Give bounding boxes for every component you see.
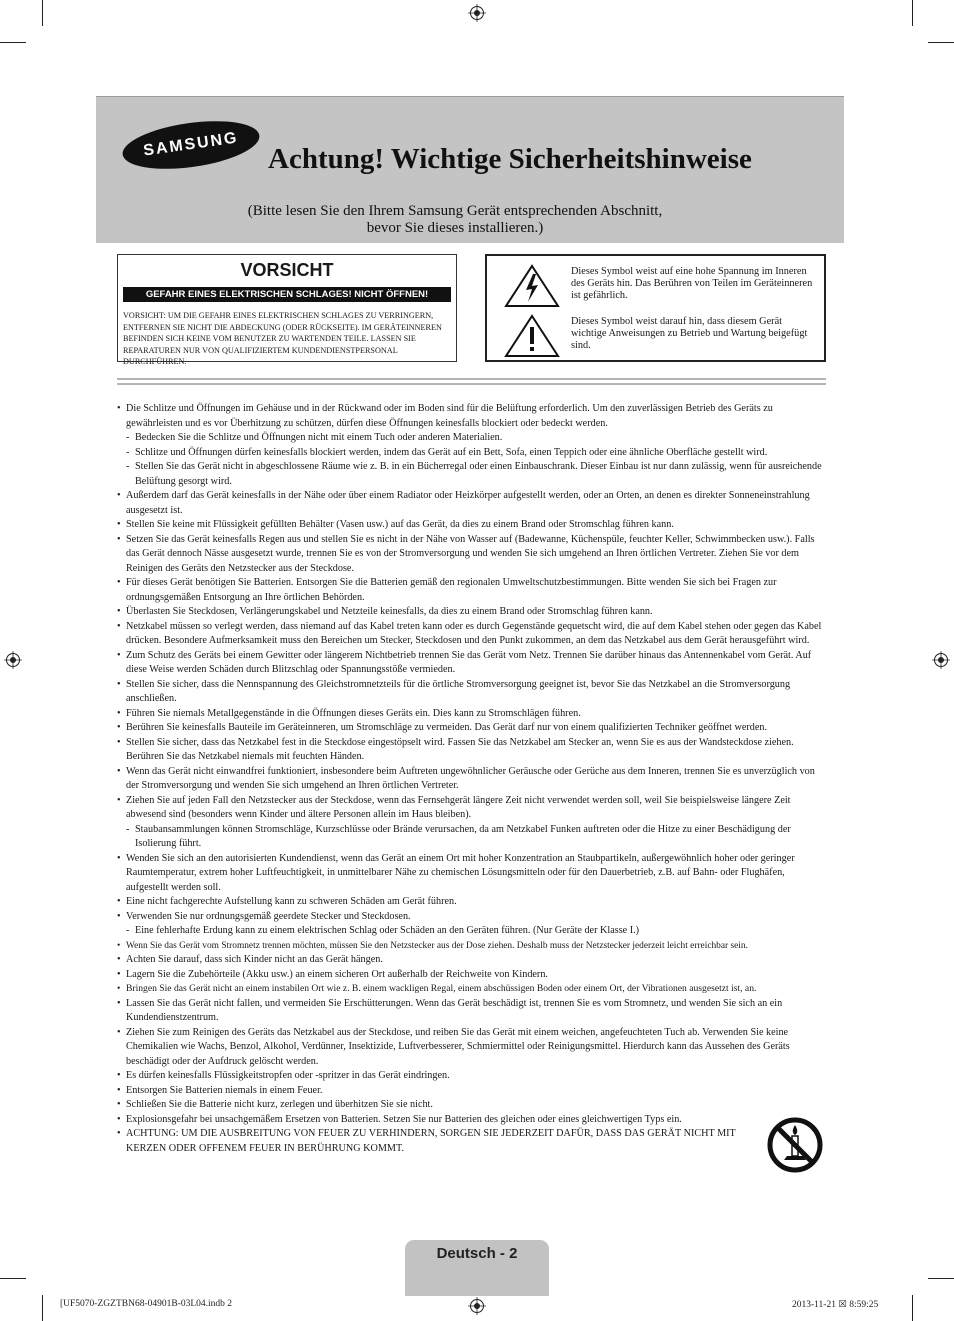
list-item: • Stellen Sie sicher, dass das Netzkabel fest in die Steckdose eingestöpselt wird. Fassen Sie das Netzkabel am Stecker an, wenn Sie es aus der Wandsteckdose ziehen. Berühren Sie das Netzkabel niemals mit feuchten Händen. bbox=[117, 736, 794, 762]
symbol-text-voltage: Dieses Symbol weist auf eine hohe Spannung im Inneren des Geräts hin. Das Berühren von Teilen im Geräteinneren ist gefährlich. bbox=[571, 266, 813, 301]
sub-item: - Eine fehlerhafte Erdung kann zu einem elektrischen Schlag oder Schäden an den Geräten führen. (Nur Geräte der Klasse I.) bbox=[126, 925, 640, 936]
list-item: • Berühren Sie keinesfalls Bauteile im Geräteinneren, um Stromschläge zu vermeiden. Das Gerät darf nur von einem qualifizierten Techniker geöffnet werden. bbox=[117, 722, 768, 733]
samsung-logo bbox=[120, 114, 263, 177]
list-item: • Zum Schutz des Geräts bei einem Gewitter oder längerem Nichtbetrieb trennen Sie das Gerät vom Netz. Trennen Sie darüber hinaus das Antennenkabel vom Gerät. Auf diese Weise werden Schäden durch Blitzschlag oder Spannungsstöße vermieden. bbox=[117, 649, 812, 675]
logo-text: SAMSUNG bbox=[142, 129, 240, 160]
subtitle-line-2: bevor Sie dieses installieren.) bbox=[366, 220, 544, 236]
list-item: • ACHTUNG: UM DIE AUSBREITUNG VON FEUER ZU VERHINDERN, SORGEN SIE JEDERZEIT DAFÜR, DASS DAS GERÄT NICHT MIT KERZEN ODER OFFENEM FEUER IN BERÜHRUNG KOMMT. bbox=[117, 1128, 736, 1154]
list-item: • Lassen Sie das Gerät nicht fallen, und vermeiden Sie Erschütterungen. Wenn das Gerät beschädigt ist, trennen Sie es vom Stromnetz, und wenden Sie sich an ein Kundendienstzentrum. bbox=[117, 997, 783, 1023]
crop-mark bbox=[928, 1278, 954, 1279]
sub-item: - Bedecken Sie die Schlitze und Öffnungen nicht mit einem Tuch oder anderen Materialien. bbox=[126, 432, 503, 443]
header-band bbox=[96, 96, 844, 243]
crop-mark bbox=[42, 0, 43, 26]
list-item: • Ziehen Sie auf jeden Fall den Netzstecker aus der Steckdose, wenn das Fernsehgerät längere Zeit nicht verwendet werden soll, weil Sie beispielsweise längere Zeit abwesend sind (besonders wenn Kinder und ältere Personen allein im Haus bleiben). bbox=[117, 794, 791, 820]
page-subtitle bbox=[96, 203, 814, 237]
print-slug-file: [UF5070-ZGZTBN68-04901B-03L04.indb 2 bbox=[60, 1299, 233, 1309]
list-item: • Lagern Sie die Zubehörteile (Akku usw.) an einem sicheren Ort außerhalb der Reichweite von Kindern. bbox=[117, 968, 548, 980]
list-item: • Die Schlitze und Öffnungen im Gehäuse und in der Rückwand oder im Boden sind für die Belüftung erforderlich. Um den zuverlässigen Betrieb des Geräts zu gewährleisten und es vor Überhitzung zu schützen, dürfen diese Öffnungen keinesfalls blockiert oder bedeckt werden. bbox=[117, 403, 773, 429]
lightning-warning-icon bbox=[504, 264, 560, 308]
registration-mark-icon bbox=[4, 651, 22, 669]
symbols-box bbox=[485, 254, 826, 362]
exclamation-warning-icon bbox=[504, 314, 560, 358]
list-item: • Achten Sie darauf, dass sich Kinder nicht an das Gerät hängen. bbox=[117, 954, 383, 965]
list-item: • Schließen Sie die Batterie nicht kurz, zerlegen und überhitzen Sie sie nicht. bbox=[117, 1099, 433, 1110]
safety-list bbox=[117, 402, 827, 1156]
list-item: • Setzen Sie das Gerät keinesfalls Regen aus und stellen Sie es nicht in der Nähe von Wasser auf (Badewanne, Küchenspüle, feuchter Keller, Schwimmbecken usw.). Falls das Gerät dennoch Nässe ausgesetzt wurde, trennen Sie es von der Stromversorgung und wenden Sie sich umgehend an Ihren örtlichen Vertreter. Ziehen Sie vor dem Reinigen des Geräts den Netzstecker aus der Steckdose. bbox=[117, 533, 815, 574]
list-item: • Explosionsgefahr bei unsachgemäßem Ersetzen von Batterien. Setzen Sie nur Batterien des gleichen oder eines gleichwertigen Typs ein. bbox=[117, 1113, 682, 1125]
symbol-text-instructions: Dieses Symbol weist darauf hin, dass diesem Gerät wichtige Anweisungen zu Betrieb und Wartung beigefügt sind. bbox=[571, 316, 808, 351]
crop-mark bbox=[912, 0, 913, 26]
list-item: • Eine nicht fachgerechte Aufstellung kann zu schweren Schäden am Gerät führen. bbox=[117, 896, 457, 907]
no-candle-icon bbox=[766, 1116, 824, 1174]
registration-mark-icon bbox=[932, 651, 950, 669]
list-item: • Führen Sie niemals Metallgegenstände in die Öffnungen dieses Geräts ein. Dies kann zu Stromschlägen führen. bbox=[117, 707, 581, 719]
sub-item: - Staubansammlungen können Stromschläge, Kurzschlüsse oder Brände verursachen, da am Netzkabel Funken auftreten oder die Hitze zu einer Beschädigung der Isolierung führt. bbox=[126, 823, 791, 849]
crop-mark bbox=[928, 42, 954, 43]
crop-mark bbox=[912, 1295, 913, 1321]
divider-rule bbox=[117, 383, 826, 385]
divider-rule bbox=[117, 378, 826, 380]
sub-item: - Stellen Sie das Gerät nicht in abgeschlossene Räume wie z. B. in ein Bücherregal oder einen Einbauschrank. Dieser Einbau ist nur dann zulässig, wenn für ausreichende Belüftung gesorgt wird. bbox=[126, 461, 822, 487]
registration-mark-icon bbox=[468, 4, 486, 22]
caution-text: VORSICHT: UM DIE GEFAHR EINES ELEKTRISCHEN SCHLAGES ZU VERRINGERN, ENTFERNEN SIE NICHT DIE ABDECKUNG (ODER RÜCKSEITE). IM GERÄTEINNEREN BEFINDEN SICH KEINE VOM BENUTZER ZU WARTENDEN TEILE. LASSEN SIE REPARATUREN NUR VON QUALIFIZIERTEM KUNDENDIENSTPERSONAL DURCHFÜHREN. bbox=[123, 311, 442, 366]
list-item: • Wenden Sie sich an den autorisierten Kundendienst, wenn das Gerät an einem Ort mit hoher Konzentration an Staubpartikeln, außergewöhnlich hoher oder geringer Raumtemperatur, extrem hoher Luftfeuchtigkeit, in unmittelbarer Nähe zu chemischen Lösungsmitteln oder für den Dauerbetrieb, z.B. auf Bahn- oder Flughäfen, aufgestellt werden soll. bbox=[117, 852, 795, 893]
list-item: • Verwenden Sie nur ordnungsgemäß geerdete Stecker und Steckdosen. bbox=[117, 910, 411, 922]
list-item: • Netzkabel müssen so verlegt werden, dass niemand auf das Kabel treten kann oder es durch Gegenstände gequetscht wird, die auf dem Kabel stehen oder gegen das Kabel drücken. Besondere Aufmerksamkeit muss den Bereichen um Stecker, Steckdosen und den Punkt zukommen, an dem das Netzkabel aus dem Gerät herausgeführt wird. bbox=[117, 620, 822, 646]
symbol-row-voltage bbox=[487, 260, 825, 310]
page-number: Deutsch - 2 bbox=[436, 1245, 518, 1262]
list-item: • Außerdem darf das Gerät keinesfalls in der Nähe oder über einem Radiator oder Heizkörper aufgestellt werden, oder an Orten, an denen es direkter Sonneneinstrahlung ausgesetzt ist. bbox=[117, 490, 810, 516]
list-item: • Wenn Sie das Gerät vom Stromnetz trennen möchten, müssen Sie den Netzstecker aus der Dose ziehen. Deshalb muss der Netzstecker jederzeit leicht erreichbar sein. bbox=[117, 940, 748, 951]
symbol-row-instructions bbox=[487, 310, 825, 360]
list-item: • Ziehen Sie zum Reinigen des Geräts das Netzkabel aus der Steckdose, und reiben Sie das Gerät mit einem weichen, angefeuchteten Tuch ab. Verwenden Sie keine Chemikalien wie Wachs, Benzol, Alkohol, Verdünner, Insektizide, Luftverbesserer, Schmiermittel oder Reinigungsmittel. Hierdurch kann das Aussehen des Geräts beschädigt oder der Aufdruck gelöscht werden. bbox=[117, 1026, 790, 1067]
page-number-tab bbox=[405, 1240, 549, 1296]
list-item: • Entsorgen Sie Batterien niemals in einem Feuer. bbox=[117, 1084, 323, 1096]
list-item: • Stellen Sie keine mit Flüssigkeit gefüllten Behälter (Vasen usw.) auf das Gerät, da dies zu einem Brand oder Stromschlag führen kann. bbox=[117, 519, 674, 530]
crop-mark bbox=[42, 1295, 43, 1321]
list-item: • Stellen Sie sicher, dass die Nennspannung des Gleichstromnetzteils für die örtliche Stromversorgung geeignet ist, bevor Sie das Netzkabel an die Stromversorgung anschließen. bbox=[117, 678, 791, 704]
crop-mark bbox=[0, 1278, 26, 1279]
list-item: • Für dieses Gerät benötigen Sie Batterien. Entsorgen Sie die Batterien gemäß den regionalen Umweltschutzbestimmungen. Bitte wenden Sie sich bei Fragen zur ordnungsgemäßen Entsorgung an Ihre örtlichen Behörden. bbox=[117, 577, 777, 603]
list-item: • Es dürfen keinesfalls Flüssigkeitstropfen oder -spritzer in das Gerät eindringen. bbox=[117, 1070, 450, 1081]
list-item: • Bringen Sie das Gerät nicht an einem instabilen Ort wie z. B. einem wackligen Regal, einem abschüssigen Boden oder einem Ort, der Vibrationen ausgesetzt ist, an. bbox=[117, 983, 757, 994]
caution-title: VORSICHT bbox=[240, 260, 334, 280]
sub-item: - Schlitze und Öffnungen dürfen keinesfalls blockiert werden, indem das Gerät auf ein Bett, Sofa, einen Teppich oder eine ähnliche Oberfläche gestellt wird. bbox=[126, 446, 768, 458]
print-slug-date: 2013-11-21 ☒ 8:59:25 bbox=[792, 1300, 879, 1310]
caution-box bbox=[117, 254, 457, 366]
registration-mark-icon bbox=[468, 1297, 486, 1315]
caution-warning-bar: GEFAHR EINES ELEKTRISCHEN SCHLAGES! NICHT ÖFFNEN! bbox=[123, 287, 451, 302]
page-title: Achtung! Wichtige Sicherheitshinweise bbox=[268, 143, 752, 175]
crop-mark bbox=[0, 42, 26, 43]
subtitle-line-1: (Bitte lesen Sie den Ihrem Samsung Gerät entsprechenden Abschnitt, bbox=[247, 203, 663, 219]
list-item: • Wenn das Gerät nicht einwandfrei funktioniert, insbesondere beim Auftreten ungewöhnlicher Geräusche oder Gerüche aus dem Inneren, trennen Sie es unverzüglich von der Stromversorgung und wenden Sie sich umgehend an Ihren örtlichen Vertreter. bbox=[117, 765, 815, 791]
list-item: • Überlasten Sie Steckdosen, Verlängerungskabel und Netzteile keinesfalls, da dies zu einem Brand oder Stromschlag führen kann. bbox=[117, 606, 653, 617]
